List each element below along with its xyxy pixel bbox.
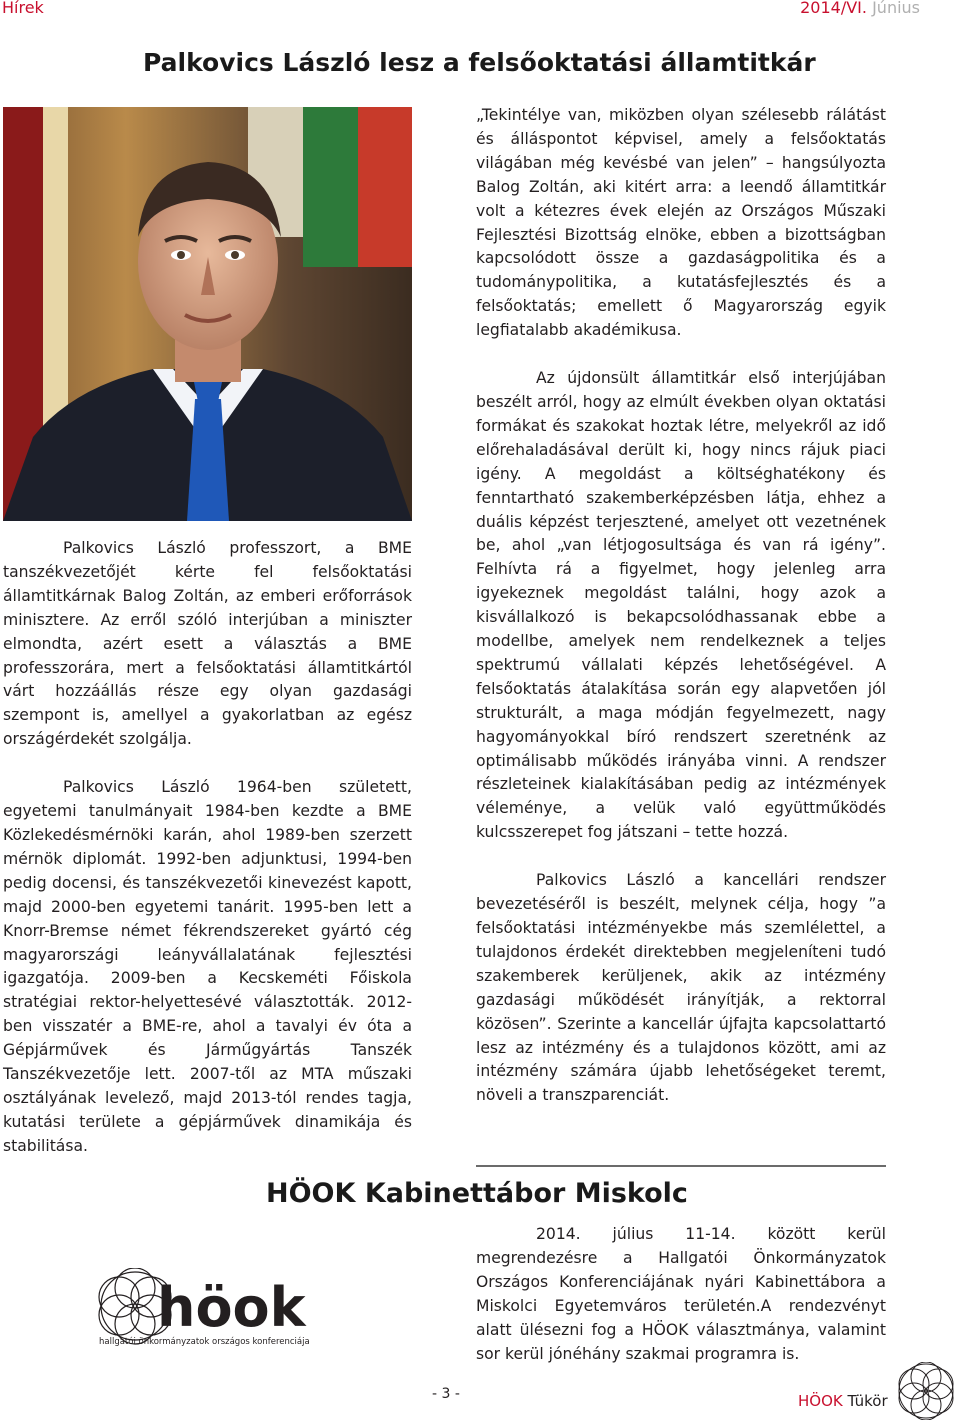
section-label: Hírek [2, 0, 44, 17]
hook-logo-word: höok [157, 1276, 306, 1339]
portrait-photo [3, 107, 412, 521]
section-title: HÖOK Kabinettábor Miskolc [266, 1178, 688, 1209]
hook-text [476, 1223, 886, 1366]
hook-logo [95, 1268, 415, 1348]
issue-label [800, 0, 920, 17]
hook-logo-graphic [95, 1268, 415, 1348]
paragraph: 2014. július 11-14. között kerül megrendezésre a Hallgatói Önkormányzatok Országos Konferenciájának nyári Kabinettábora a Miskolci Egyetemváros területén.A rendezvényt alatt ülésezni fog a HÖOK választmánya, valamint sor kerül jónéhány szakmai programra is. [476, 1225, 886, 1363]
paragraph: Palkovics László a kancellári rendszer bevezetéséről is beszélt, melynek célja, hogy ”a felsőoktatási intézményekbe más szemlélettel, a tulajdonos érdekét direktebben megjeleníteni tudó szakemberek kerüljenek, akik az intézmény gazdasági működését irányítják, a rektorral közösen”. Szerinte a kancellár újfajta kapcsolattartó lesz az intézmény és a tulajdonos között, ami az intézmény számára újabb lehetőségeket teremt, növeli a transzparenciát. [476, 871, 886, 1105]
footer-brand [798, 1392, 888, 1410]
paragraph: Az újdonsült államtitkár első interjújában beszélt arról, hogy az elmúlt években olyan oktatási formákat és szakokat hoztak létre, melyekről az idő előrehaladásával derült ki, hogy nincs rájuk piaci igény. A megoldást a költséghatékony és fenntartható szakemberképzésben látja, ehhez a duális képzést terjesztené, amelyet ott vezetnének be, ahol „van létjogosultsága és van rá igény”. Felhívta rá a figyelmet, hogy jelenleg arra igyekeznek megoldást találni, hogy azok a kisvállalkozó is bekapcsolódhassanak ebbe a modellbe, amelyek nem rendelkeznek a teljes spektrumú vállalati képzés lehetőségével. A felsőoktatás átalakítása során egy alapvetően jól strukturált, a maga módján fegyelmezett, nagy hagyományokkal bíró rendszert szeretnénk az optimálisabb működés irányába vinni. A rendszer részleteinek kialakításában pedig az intézmények véleménye, a velük való együttműködés kulcsszerepet fog játszani – tette hozzá. [476, 369, 886, 842]
page-number: - 3 - [432, 1386, 460, 1402]
footer-brand-dark: Tükör [847, 1392, 888, 1410]
hook-logo-subtitle: hallgatói önkormányzatok országos konferenciája [99, 1337, 310, 1347]
paragraph: Palkovics László professzort, a BME tanszékvezetőjét kérte fel felsőoktatási államtitkárnak Balog Zoltán, az emberi erőforrások minisztere. Az erről szóló interjúban a miniszter elmondta, azért esett a választás a BME professzorára, mert a felsőoktatási államtitkártól várt hozzáállás része egy olyan gazdasági szempont is, amellyel a gyakorlatban az egész országérdekét szolgálja. [3, 539, 412, 749]
footer-brand-red: HÖOK [798, 1392, 843, 1410]
footer-logo-icon [893, 1362, 959, 1420]
article-title: Palkovics László lesz a felsőoktatási államtitkár [143, 48, 816, 77]
section-divider [476, 1165, 886, 1167]
issue-number: 2014/VI. [800, 0, 867, 17]
issue-month: Június [872, 0, 920, 17]
paragraph: „Tekintélye van, miközben olyan szélesebb rálátást és álláspontot képvisel, amely a felsőoktatás világában még kevésbé van jelen” – hangsúlyozta Balog Zoltán, aki kitért arra: a leendő államtitkár volt a kétezres évek elején az Országos Műszaki Fejlesztési Bizottság elnöke, ebben a bizottságban kapcsolódott össze a gazdaságpolitika és a tudománypolitika, a kutatásfejlesztés és a felsőoktatás; emellett ő Magyarország egyik legfiatalabb akadémikusa. [476, 106, 886, 340]
portrait-illustration [3, 107, 412, 521]
article-right-column [476, 104, 886, 1108]
article-left-column [3, 537, 412, 1159]
paragraph: Palkovics László 1964-ben született, egyetemi tanulmányait 1984-ben kezdte a BME Közlekedésmérnöki karán, ahol 1989-ben szerzett mérnök diplomát. 1992-ben adjunktusi, 1994-ben pedig docensi, és tanszékvezetői kinevezést kapott, majd 2000-ben egyetemi tanárit. 1995-ben lett a Knorr-Bremse német fékrendszereket gyártó cég magyarországi leányvállalatának fejlesztési igazgatója. 2009-ben a Kecskeméti Főiskola stratégiai rektor-helyettesévé választották. 2012-ben visszatér a BME-re, ahol a tavalyi év óta a Gépjárművek és Járműgyártás Tanszék Tanszékvezetője lett. 2007-től az MTA műszaki osztályának levelező, majd 2013-tól rendes tagja, kutatási területe a gépjárművek dinamikája és stabilitása. [3, 778, 412, 1155]
